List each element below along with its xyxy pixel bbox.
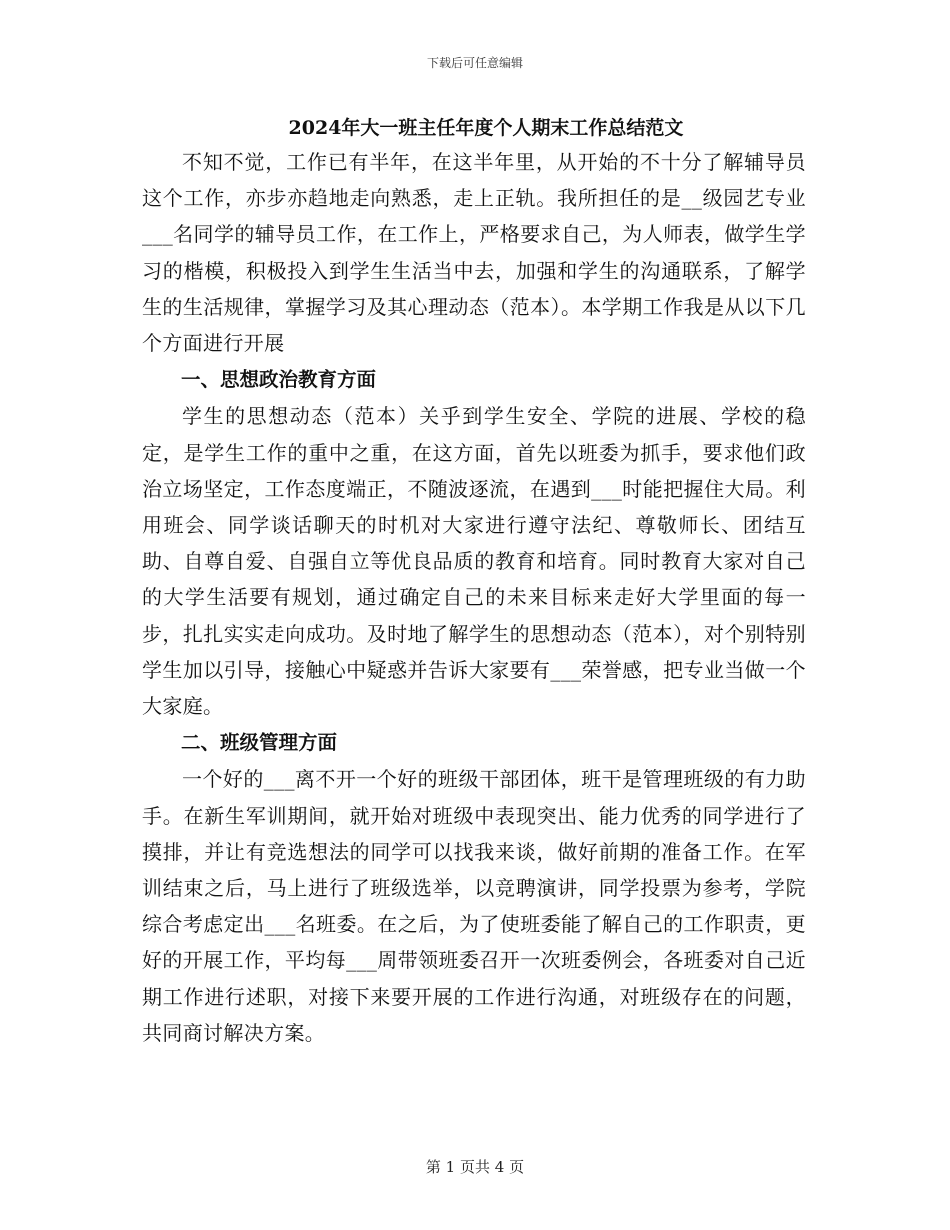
section-body-class-management: 一个好的___离不开一个好的班级干部团体，班干是管理班级的有力助手。在新生军训期间，就开始对班级中表现突出、能力优秀的同学进行了摸排，并让有竞选想法的同学可以找我来谈，做好前期的准备工作。在军训结束之后，马上进行了班级选举，以竞聘演讲，同学投票为参考，学院综合考虑定出___名班委。在之后，为了使班委能了解自己的工作职责，更好的开展工作，平均每___周带领班委召开一次班委例会，各班委对自己近期工作进行述职，对接下来要开展的工作进行沟通，对班级存在的问题，共同商讨解决方案。 [142, 767, 806, 1045]
section-heading-ideology: 一、思想政治教育方面 [181, 368, 377, 392]
section-body-ideology: 学生的思想动态（范本）关乎到学生安全、学院的进展、学校的稳定，是学生工作的重中之重，在这方面，首先以班委为抓手，要求他们政治立场坚定，工作态度端正，不随波逐流，在遇到___时能把握住大局。利用班会、同学谈话聊天的时机对大家进行遵守法纪、尊敬师长、团结互助、自尊自爱、自强自立等优良品质的教育和培育。同时教育大家对自己的大学生活要有规划，通过确定自己的未来目标来走好大学里面的每一步，扎扎实实走向成功。及时地了解学生的思想动态（范本），对个别特别学生加以引导，接触心中疑惑并告诉大家要有___荣誉感，把专业当做一个大家庭。 [142, 404, 806, 719]
section-heading-class-management: 二、班级管理方面 [181, 731, 338, 755]
page-footer: 第 1 页共 4 页 [425, 1158, 525, 1176]
header-note: 下载后可任意编辑 [426, 56, 523, 70]
intro-paragraph: 不知不觉，工作已有半年，在这半年里，从开始的不十分了解辅导员这个工作，亦步亦趋地走向熟悉，走上正轨。我所担任的是__级园艺专业___名同学的辅导员工作，在工作上，严格要求自己，为人师表，做学生学习的楷模，积极投入到学生生活当中去，加强和学生的沟通联系，了解学生的生活规律，掌握学习及其心理动态（范本）。本学期工作我是从以下几个方面进行开展 [142, 150, 806, 356]
document-title: 2024年大一班主任年度个人期末工作总结范文 [288, 117, 684, 139]
document-content [142, 112, 806, 1051]
